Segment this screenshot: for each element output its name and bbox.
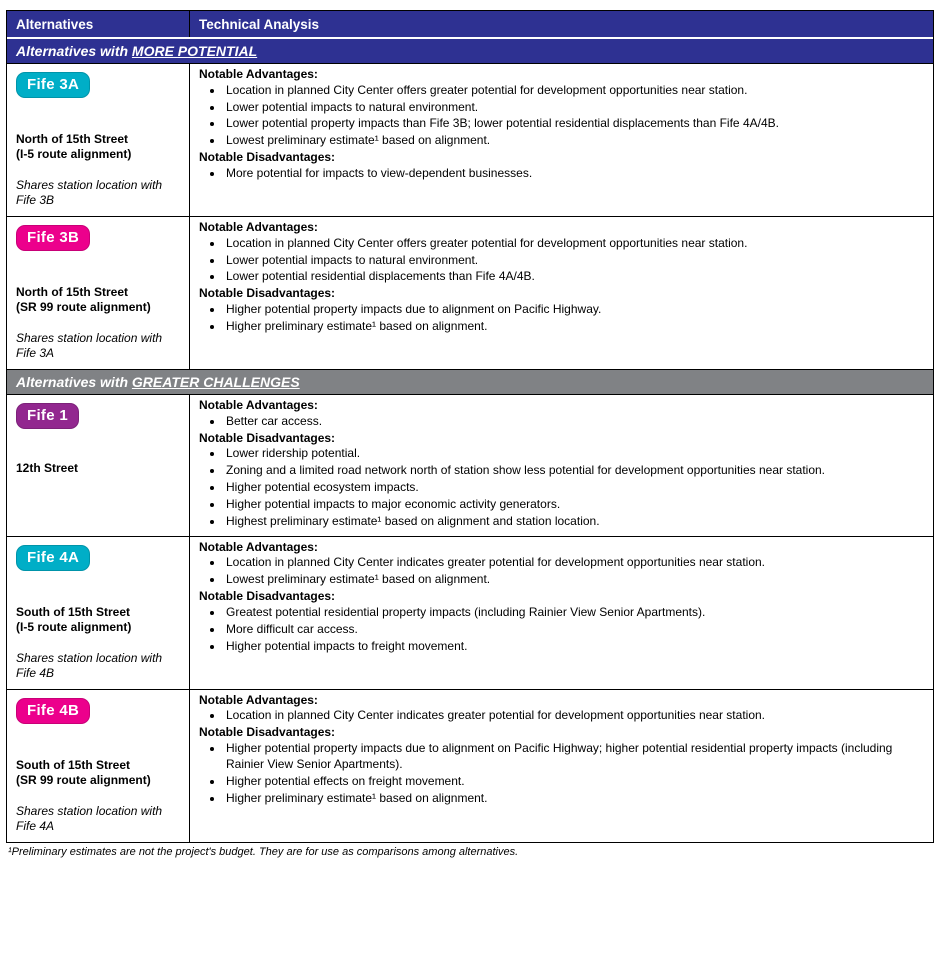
location-line: North of 15th Street [16,285,129,299]
table-section [7,370,933,842]
location-line: (SR 99 route alignment) [16,772,151,787]
section-title-emphasis: GREATER CHALLENGES [131,374,300,390]
alternative-row [7,690,933,842]
advantages-label: Notable Advantages: [199,539,318,554]
advantages-label: Notable Advantages: [199,67,318,81]
column-header-alternatives: Alternatives [7,11,190,37]
disadvantage-item: • Higher preliminary estimate¹ based on alignment. [224,791,923,807]
alternative-location [16,132,181,162]
disadvantage-item: • Higher potential effects on freight movement. [224,774,923,790]
alternative-location [16,605,181,635]
location-line: (I-5 route alignment) [16,619,132,634]
alternative-location [16,461,181,476]
advantage-item: • Lower potential residential displacements than Fife 4A/4B. [224,269,923,285]
advantages-list [199,236,923,285]
analysis-cell [190,395,933,536]
advantages-label: Notable Advantages: [199,220,318,234]
table-header-row [7,11,933,39]
advantage-item: • Location in planned City Center offers greater potential for development opportunities near station. [224,236,923,252]
alternative-cell [7,64,190,216]
alternative-row [7,217,933,370]
disadvantages-list [199,302,923,335]
disadvantages-label: Notable Disadvantages: [199,286,336,301]
advantages-list [199,414,923,430]
advantage-item: • Lowest preliminary estimate¹ based on alignment. [224,572,923,588]
disadvantage-item: • Higher preliminary estimate¹ based on alignment. [224,319,923,335]
advantage-item: • Lower potential impacts to natural environment. [224,100,923,116]
disadvantages-list [199,446,923,529]
disadvantages-label: Notable Disadvantages: [199,430,336,445]
disadvantage-item: • Greatest potential residential property impacts (including Rainier View Senior Apartments). [224,605,923,621]
disadvantages-label: Notable Disadvantages: [199,150,336,165]
column-header-technical-analysis: Technical Analysis [199,17,320,32]
advantages-list [199,83,923,149]
location-line: South of 15th Street [16,604,131,619]
advantage-item: • Better car access. [224,414,923,430]
disadvantage-item: • Higher potential property impacts due to alignment on Pacific Highway. [224,302,923,318]
alternative-row [7,537,933,690]
disadvantage-item: • More difficult car access. [224,622,923,638]
alternative-badge: Fife 1 [16,403,79,429]
disadvantages-label: Notable Disadvantages: [199,589,336,604]
disadvantages-list [199,741,923,806]
alternative-badge: Fife 3B [16,225,90,251]
section-title-emphasis: MORE POTENTIAL [131,43,258,59]
alternative-badge: Fife 4B [16,698,90,724]
alternative-shares-note: Shares station location with Fife 4B [16,650,163,680]
disadvantage-item: • Higher potential ecosystem impacts. [224,480,923,496]
alternative-location [16,758,181,788]
location-line: (I-5 route alignment) [16,147,132,161]
table-section [7,39,933,370]
analysis-cell [190,537,933,689]
advantage-item: • Lowest preliminary estimate¹ based on alignment. [224,133,923,149]
analysis-cell [190,217,933,369]
disadvantage-item: • Highest preliminary estimate¹ based on alignment and station location. [224,514,923,530]
analysis-cell [190,64,933,216]
disadvantages-label: Notable Disadvantages: [199,725,336,740]
alternative-shares-note: Shares station location with Fife 3A [16,331,163,360]
disadvantages-list [199,605,923,654]
section-header [7,39,933,64]
advantage-item: • Location in planned City Center indicates greater potential for development opportunities near station. [224,708,923,724]
advantages-label: Notable Advantages: [199,398,318,412]
location-line: North of 15th Street [16,132,129,146]
location-line: South of 15th Street [16,757,131,772]
section-title-prefix: Alternatives with [16,374,132,390]
disadvantage-item: • Higher potential property impacts due to alignment on Pacific Highway; higher potential residential property impacts (including Rainier View Senior Apartments). [224,741,923,773]
disadvantage-item: • Higher potential impacts to freight movement. [224,639,923,655]
table-body [7,39,933,842]
analysis-cell [190,690,933,842]
section-rows [7,395,933,842]
alternative-badge: Fife 3A [16,72,90,98]
location-line: (SR 99 route alignment) [16,300,151,314]
location-line: 12th Street [16,461,79,475]
alternative-cell [7,217,190,369]
alternative-cell [7,537,190,689]
disadvantage-item: • Higher potential impacts to major economic activity generators. [224,497,923,513]
alternative-cell [7,395,190,536]
disadvantage-item: • Lower ridership potential. [224,446,923,462]
alternative-badge: Fife 4A [16,545,90,571]
section-header [7,370,933,395]
alternative-cell [7,690,190,842]
advantage-item: • Location in planned City Center offers greater potential for development opportunities near station. [224,83,923,99]
alternatives-table [6,10,934,843]
disadvantages-list [199,166,923,182]
advantages-label: Notable Advantages: [199,692,318,707]
advantage-item: • Location in planned City Center indicates greater potential for development opportunities near station. [224,555,923,571]
alternative-shares-note: Shares station location with Fife 3B [16,178,163,207]
disadvantage-item: • Zoning and a limited road network north of station show less potential for development opportunities near station. [224,463,923,479]
alternative-row [7,395,933,537]
advantage-item: • Lower potential impacts to natural environment. [224,253,923,269]
advantage-item: • Lower potential property impacts than Fife 3B; lower potential residential displacements than Fife 4A/4B. [224,116,923,132]
alternative-shares-note: Shares station location with Fife 4A [16,803,163,833]
advantages-list [199,708,923,724]
disadvantage-item: • More potential for impacts to view-dependent businesses. [224,166,923,182]
advantages-list [199,555,923,588]
section-rows [7,64,933,370]
section-title-prefix: Alternatives with [16,43,132,59]
alternative-location [16,285,181,315]
alternative-row [7,64,933,217]
footnote: ¹Preliminary estimates are not the project's budget. They are for use as comparisons among alternatives. [8,845,519,858]
